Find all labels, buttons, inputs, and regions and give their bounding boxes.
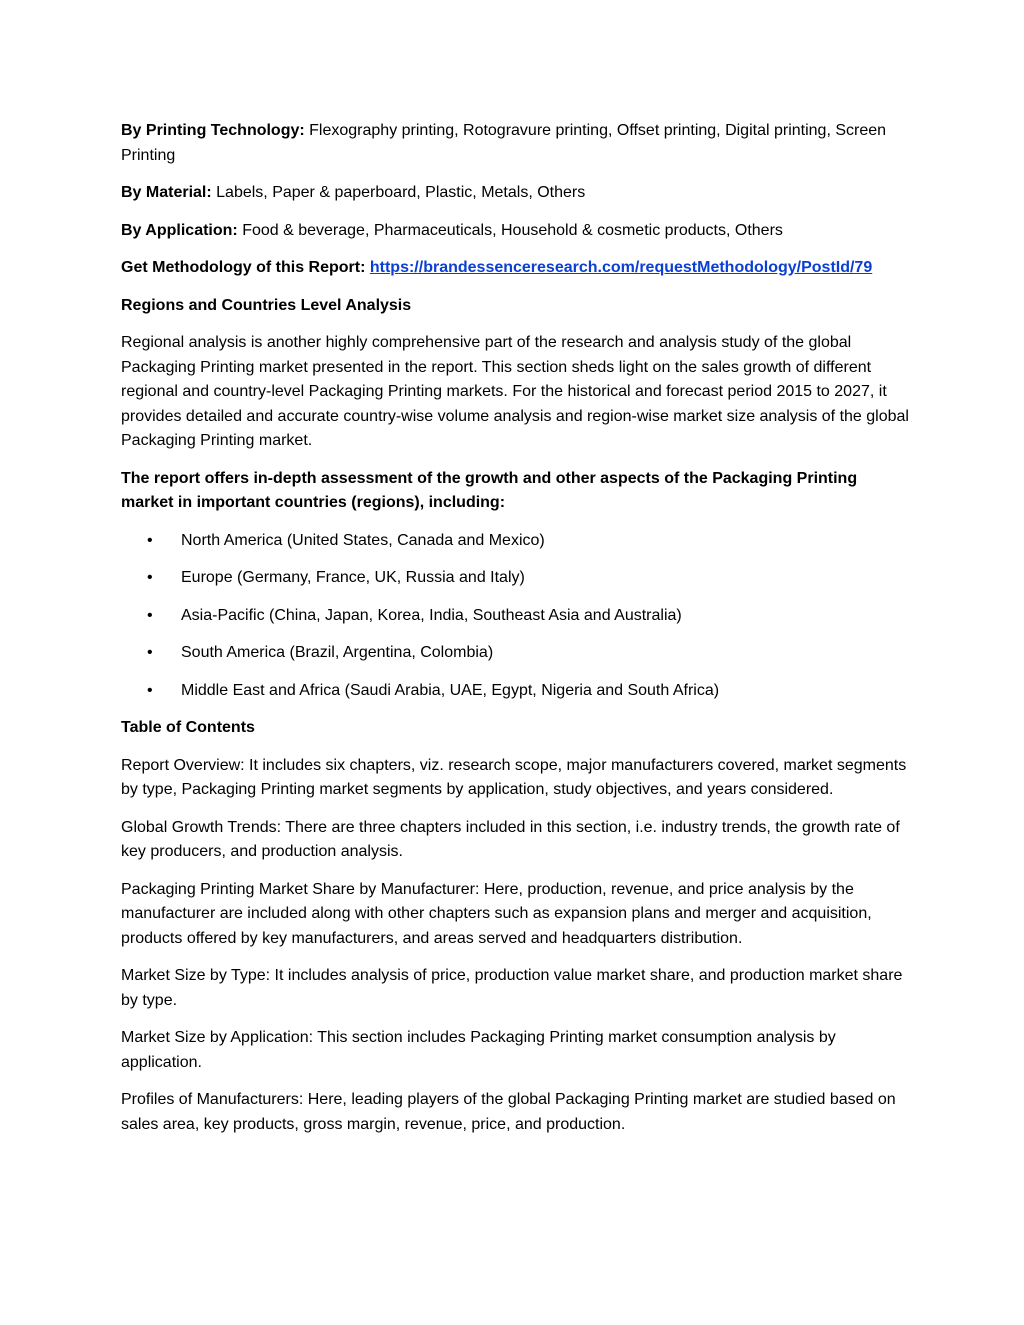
list-item [121, 604, 911, 629]
list-item-text: Asia-Pacific (China, Japan, Korea, India, Southeast Asia and Australia) [181, 606, 682, 624]
list-item-text: Europe (Germany, France, UK, Russia and Italy) [181, 569, 525, 586]
list-item-text: South America (Brazil, Argentina, Colombia) [181, 644, 494, 661]
toc-market-size-by-application: Market Size by Application: This section includes Packaging Printing market consumption analysis by application. [121, 1029, 836, 1071]
segment-value: Food & beverage, Pharmaceuticals, Household & cosmetic products, Others [237, 221, 783, 239]
list-item-text: North America (United States, Canada and Mexico) [181, 531, 545, 549]
bullet-icon: • [147, 569, 153, 586]
regions-intro: The report offers in-depth assessment of the growth and other aspects of the Packaging Printing market in important countries (regions), including: [121, 469, 858, 511]
segment-value: Labels, Paper & paperboard, Plastic, Metals, Others [211, 184, 586, 201]
toc-global-growth-trends: Global Growth Trends: There are three chapters included in this section, i.e. industry trends, the growth rate of key producers, and production analysis. [121, 818, 900, 860]
list-item-text: Middle East and Africa (Saudi Arabia, UAE, Egypt, Nigeria and South Africa) [181, 681, 720, 699]
toc-report-overview: Report Overview: It includes six chapters, viz. research scope, major manufacturers covered, market segments by type, Packaging Printing market segments by application, study objectives, and years considered. [121, 756, 907, 798]
list-item [121, 679, 911, 704]
toc-profiles-of-manufacturers: Profiles of Manufacturers: Here, leading players of the global Packaging Printing market are studied based on sales area, key products, gross margin, revenue, price, and production. [121, 1091, 896, 1133]
methodology-link[interactable]: https://brandessenceresearch.com/requestMethodology/PostId/79 [369, 259, 873, 276]
bullet-icon: • [147, 644, 153, 661]
segment-application [121, 219, 911, 244]
toc-heading: Table of Contents [121, 719, 255, 736]
bullet-icon: • [147, 681, 153, 699]
list-item [121, 529, 911, 554]
list-item [121, 641, 911, 666]
methodology-line [121, 256, 911, 281]
toc-market-size-by-type: Market Size by Type: It includes analysis of price, production value market share, and production market share by type. [121, 967, 903, 1009]
bullet-icon: • [147, 606, 153, 624]
regions-paragraph: Regional analysis is another highly comprehensive part of the research and analysis study of the global Packaging Printing market presented in the report. This section sheds light on the sales growth of different regional and country-level Packaging Printing markets. For the historical and forecast period 2015 to 2027, it provides detailed and accurate country-wise volume analysis and region-wise market size analysis of the global Packaging Printing market. [121, 334, 909, 449]
segment-value: Flexography printing, Rotogravure printing, Offset printing, Digital printing, Screen Printing [121, 122, 887, 164]
segment-label: By Application: [121, 221, 238, 239]
regions-heading: Regions and Countries Level Analysis [121, 296, 412, 314]
list-item [121, 566, 911, 591]
methodology-label: Get Methodology of this Report: [121, 259, 370, 276]
segment-material [121, 181, 911, 206]
segment-label: By Printing Technology: [121, 122, 305, 139]
bullet-icon: • [147, 531, 153, 549]
document-page [121, 119, 911, 1150]
segment-label: By Material: [121, 184, 212, 201]
segment-printing-technology [121, 119, 911, 168]
regions-list [121, 529, 911, 704]
toc-market-share-by-manufacturer: Packaging Printing Market Share by Manufacturer: Here, production, revenue, and price analysis by the manufacturer are included along with other chapters such as expansion plans and merger and acquisition, products offered by key manufacturers, and areas served and headquarters distribution. [121, 880, 872, 947]
